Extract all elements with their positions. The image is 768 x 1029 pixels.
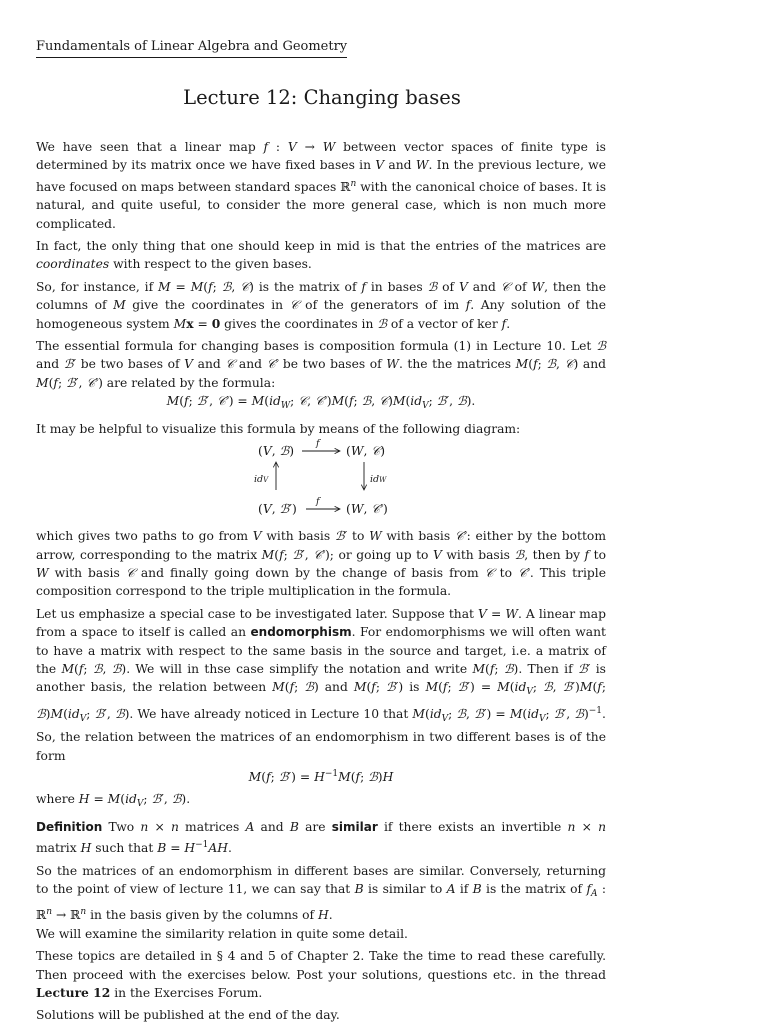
paragraph-endomorphism: Let us emphasize a special case to be investigated later. Suppose that V = W. A linear map from a space to itself is called an endomorphism. For endomorphisms we will often want to have a matrix with respect to the same basis in the source and target, i.e. a matrix of the M(f; ℬ, ℬ). We will in thse case simplify the notation and write M(f; ℬ). Then if ℬ′ is another basis, the relation between M(f; ℬ) and M(f; ℬ′) is M(f; ℬ′) = $M(id_V$; ℬ, ℬ′)M(f; $ℬ)M(id_V$; ℬ′, ℬ). We have already noticed in Lecture 10 that $M(id_V$; ℬ, ℬ′) = $M(id_V$; ℬ′, ℬ)$^{-1}$. So, the relation between the matrices of an endomorphism in two different bases is of the form	[36, 606, 606, 763]
commutative-diagram	[36, 438, 606, 524]
node-v-bprime: (V, ℬ′)	[258, 502, 297, 517]
label-id-v: idV	[254, 474, 269, 486]
course-header: Fundamentals of Linear Algebra and Geometry	[36, 39, 347, 58]
lecture-body	[36, 138, 606, 1029]
diagram-arrows	[36, 438, 606, 524]
paragraph-instance: So, for instance, if M = M(f; ℬ, 𝒞) is the matrix of f in bases ℬ of V and 𝒞 of W, then the columns of M give the coordinates in 𝒞 of the generators of im f. Any solution of the homogeneous system Mx = 0 gives the coordinates in ℬ of a vector of ker f.	[36, 279, 606, 331]
paragraph-intro: We have seen that a linear map f : V → W between vector spaces of finite type is determined by its matrix once we have fixed bases in V and W. In the previous lecture, we have focused on maps between standard spaces ℝ$^n$ with the canonical choice of bases. It is natural, and quite useful, to consider the more general case, which is non much more complicated.	[36, 140, 607, 231]
node-w-c: (W, 𝒞)	[346, 444, 386, 459]
paragraph-visualize: It may be helpful to visualize this formula by means of the following diagram:	[36, 421, 521, 436]
node-v-b: (V, ℬ)	[258, 444, 295, 459]
paragraph-examine: We will examine the similarity relation in quite some detail.	[36, 926, 408, 941]
paragraph-definition: Definition Two n × n matrices A and B are similar if there exists an invertible n × n matrix H such that $B = H^{-1}AH$.	[36, 819, 607, 856]
label-id-w: idW	[370, 474, 387, 486]
paragraph-similar: So the matrices of an endomorphism in different bases are similar. Conversely, returning to the point of view of lecture 11, we can say that B is similar to A if B is the matrix of $f_A$ : ℝ$^n$ → ℝ$^n$ in the basis given by the columns of H.	[36, 863, 607, 923]
paragraph-coordinates: In fact, the only thing that one should keep in mid is that the entries of the matrices are coordinates with respect to the given bases.	[36, 239, 606, 272]
paragraph-solutions: Solutions will be published at the end of the day.	[36, 1008, 340, 1023]
paragraph-formula-intro: The essential formula for changing bases is composition formula (1) in Lecture 10. Let ℬ and ℬ′ be two bases of V and 𝒞 and 𝒞′ be two bases of W. the the matrices M(f; ℬ, 𝒞) and M(f; ℬ′, 𝒞′) are related by the formula:	[36, 339, 606, 390]
paragraph-topics: These topics are detailed in § 4 and 5 of Chapter 2. Take the time to read these carefully. Then proceed with the exercises below. Post your solutions, questions etc. in the thread Lecture 12 in the Exercises Forum.	[36, 949, 606, 1001]
node-w-cprime: (W, 𝒞′)	[346, 502, 388, 517]
change-of-basis-formula: M(f; ℬ′, 𝒞′) = $M(id_W$; 𝒞, 𝒞′)M(f; ℬ, $𝒞)M(id_V$; ℬ′, ℬ).	[166, 394, 476, 412]
forum-thread-link: Lecture 12	[36, 985, 111, 1001]
paragraph-paths: which gives two paths to go from V with basis ℬ′ to W with basis 𝒞′: either by the bottom arrow, corresponding to the matrix M(f; ℬ′, 𝒞′); or going up to V with basis ℬ, then by f to W with basis 𝒞 and finally going down by the change of basis from 𝒞 to 𝒞′. This triple composition correspond to the triple multiplication in the formula.	[36, 529, 606, 599]
label-f-bottom: f	[316, 496, 320, 508]
lecture-title: Lecture 12: Changing bases	[183, 86, 461, 109]
similarity-formula: M(f; ℬ′) = $H^{-1}M(f$; ℬ)H	[248, 768, 394, 784]
label-f-top: f	[316, 438, 320, 450]
paragraph-where: where $H = M(id_V$; ℬ′, ℬ).	[36, 792, 191, 810]
